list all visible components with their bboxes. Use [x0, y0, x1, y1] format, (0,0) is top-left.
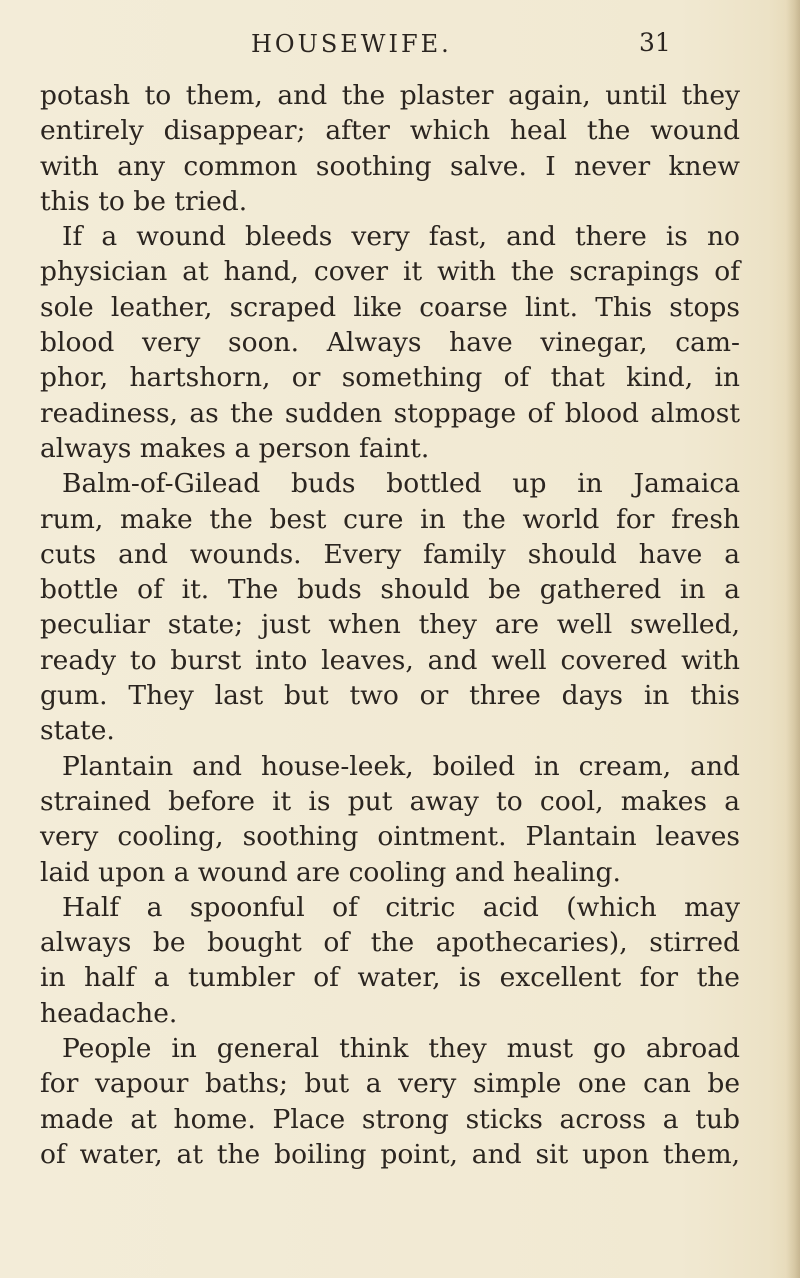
- text-line: Balm-of-Gilead buds bottled up in Jamaica: [62, 468, 740, 500]
- text-line: in half a tumbler of water, is excellent for the: [40, 962, 740, 994]
- text-line: with any common soothing salve. I never knew: [40, 150, 740, 182]
- text-line: Half a spoonful of citric acid (which may: [62, 891, 740, 923]
- text-line: always makes a person faint.: [40, 432, 430, 464]
- text-line: readiness, as the sudden stoppage of blood almost: [40, 397, 740, 429]
- text-line: for vapour baths; but a very simple one can be: [40, 1068, 740, 1100]
- text-line: If a wound bleeds very fast, and there is no: [62, 221, 740, 253]
- text-line: phor, hartshorn, or something of that kind, in: [40, 362, 740, 394]
- text-line: Plantain and house-leek, boiled in cream, and: [62, 750, 740, 782]
- text-line: laid upon a wound are cooling and healing.: [40, 856, 621, 888]
- text-line: gum. They last but two or three days in this: [40, 680, 740, 712]
- text-line: sole leather, scraped like coarse lint. This stops: [40, 291, 740, 323]
- text-line: headache.: [40, 997, 178, 1029]
- text-line: cuts and wounds. Every family should have a: [40, 538, 740, 570]
- text-line: People in general think they must go abroad: [62, 1033, 740, 1065]
- text-line: of water, at the boiling point, and sit upon them,: [40, 1138, 740, 1170]
- page-header: [0, 28, 800, 68]
- page-edge-shadow: [786, 0, 800, 1278]
- page-number: 31: [639, 28, 671, 57]
- text-line: made at home. Place strong sticks across a tub: [40, 1103, 740, 1135]
- text-line: physician at hand, cover it with the scrapings of: [40, 256, 740, 288]
- running-head: HOUSEWIFE.: [251, 30, 452, 58]
- text-line: this to be tried.: [40, 185, 248, 217]
- text-line: strained before it is put away to cool, makes a: [40, 785, 740, 817]
- page-body-text: [40, 78, 740, 1172]
- text-line: bottle of it. The buds should be gathered in a: [40, 574, 740, 606]
- text-line: rum, make the best cure in the world for fresh: [40, 503, 740, 535]
- text-line: potash to them, and the plaster again, until they: [40, 80, 740, 111]
- text-line: always be bought of the apothecaries), stirred: [40, 927, 740, 959]
- text-line: state.: [40, 715, 115, 747]
- text-line: blood very soon. Always have vinegar, cam-: [40, 327, 740, 359]
- text-line: ready to burst into leaves, and well covered with: [40, 644, 740, 676]
- text-line: very cooling, soothing ointment. Plantain leaves: [40, 821, 740, 853]
- text-line: entirely disappear; after which heal the wound: [40, 115, 740, 147]
- text-line: peculiar state; just when they are well swelled,: [40, 609, 740, 641]
